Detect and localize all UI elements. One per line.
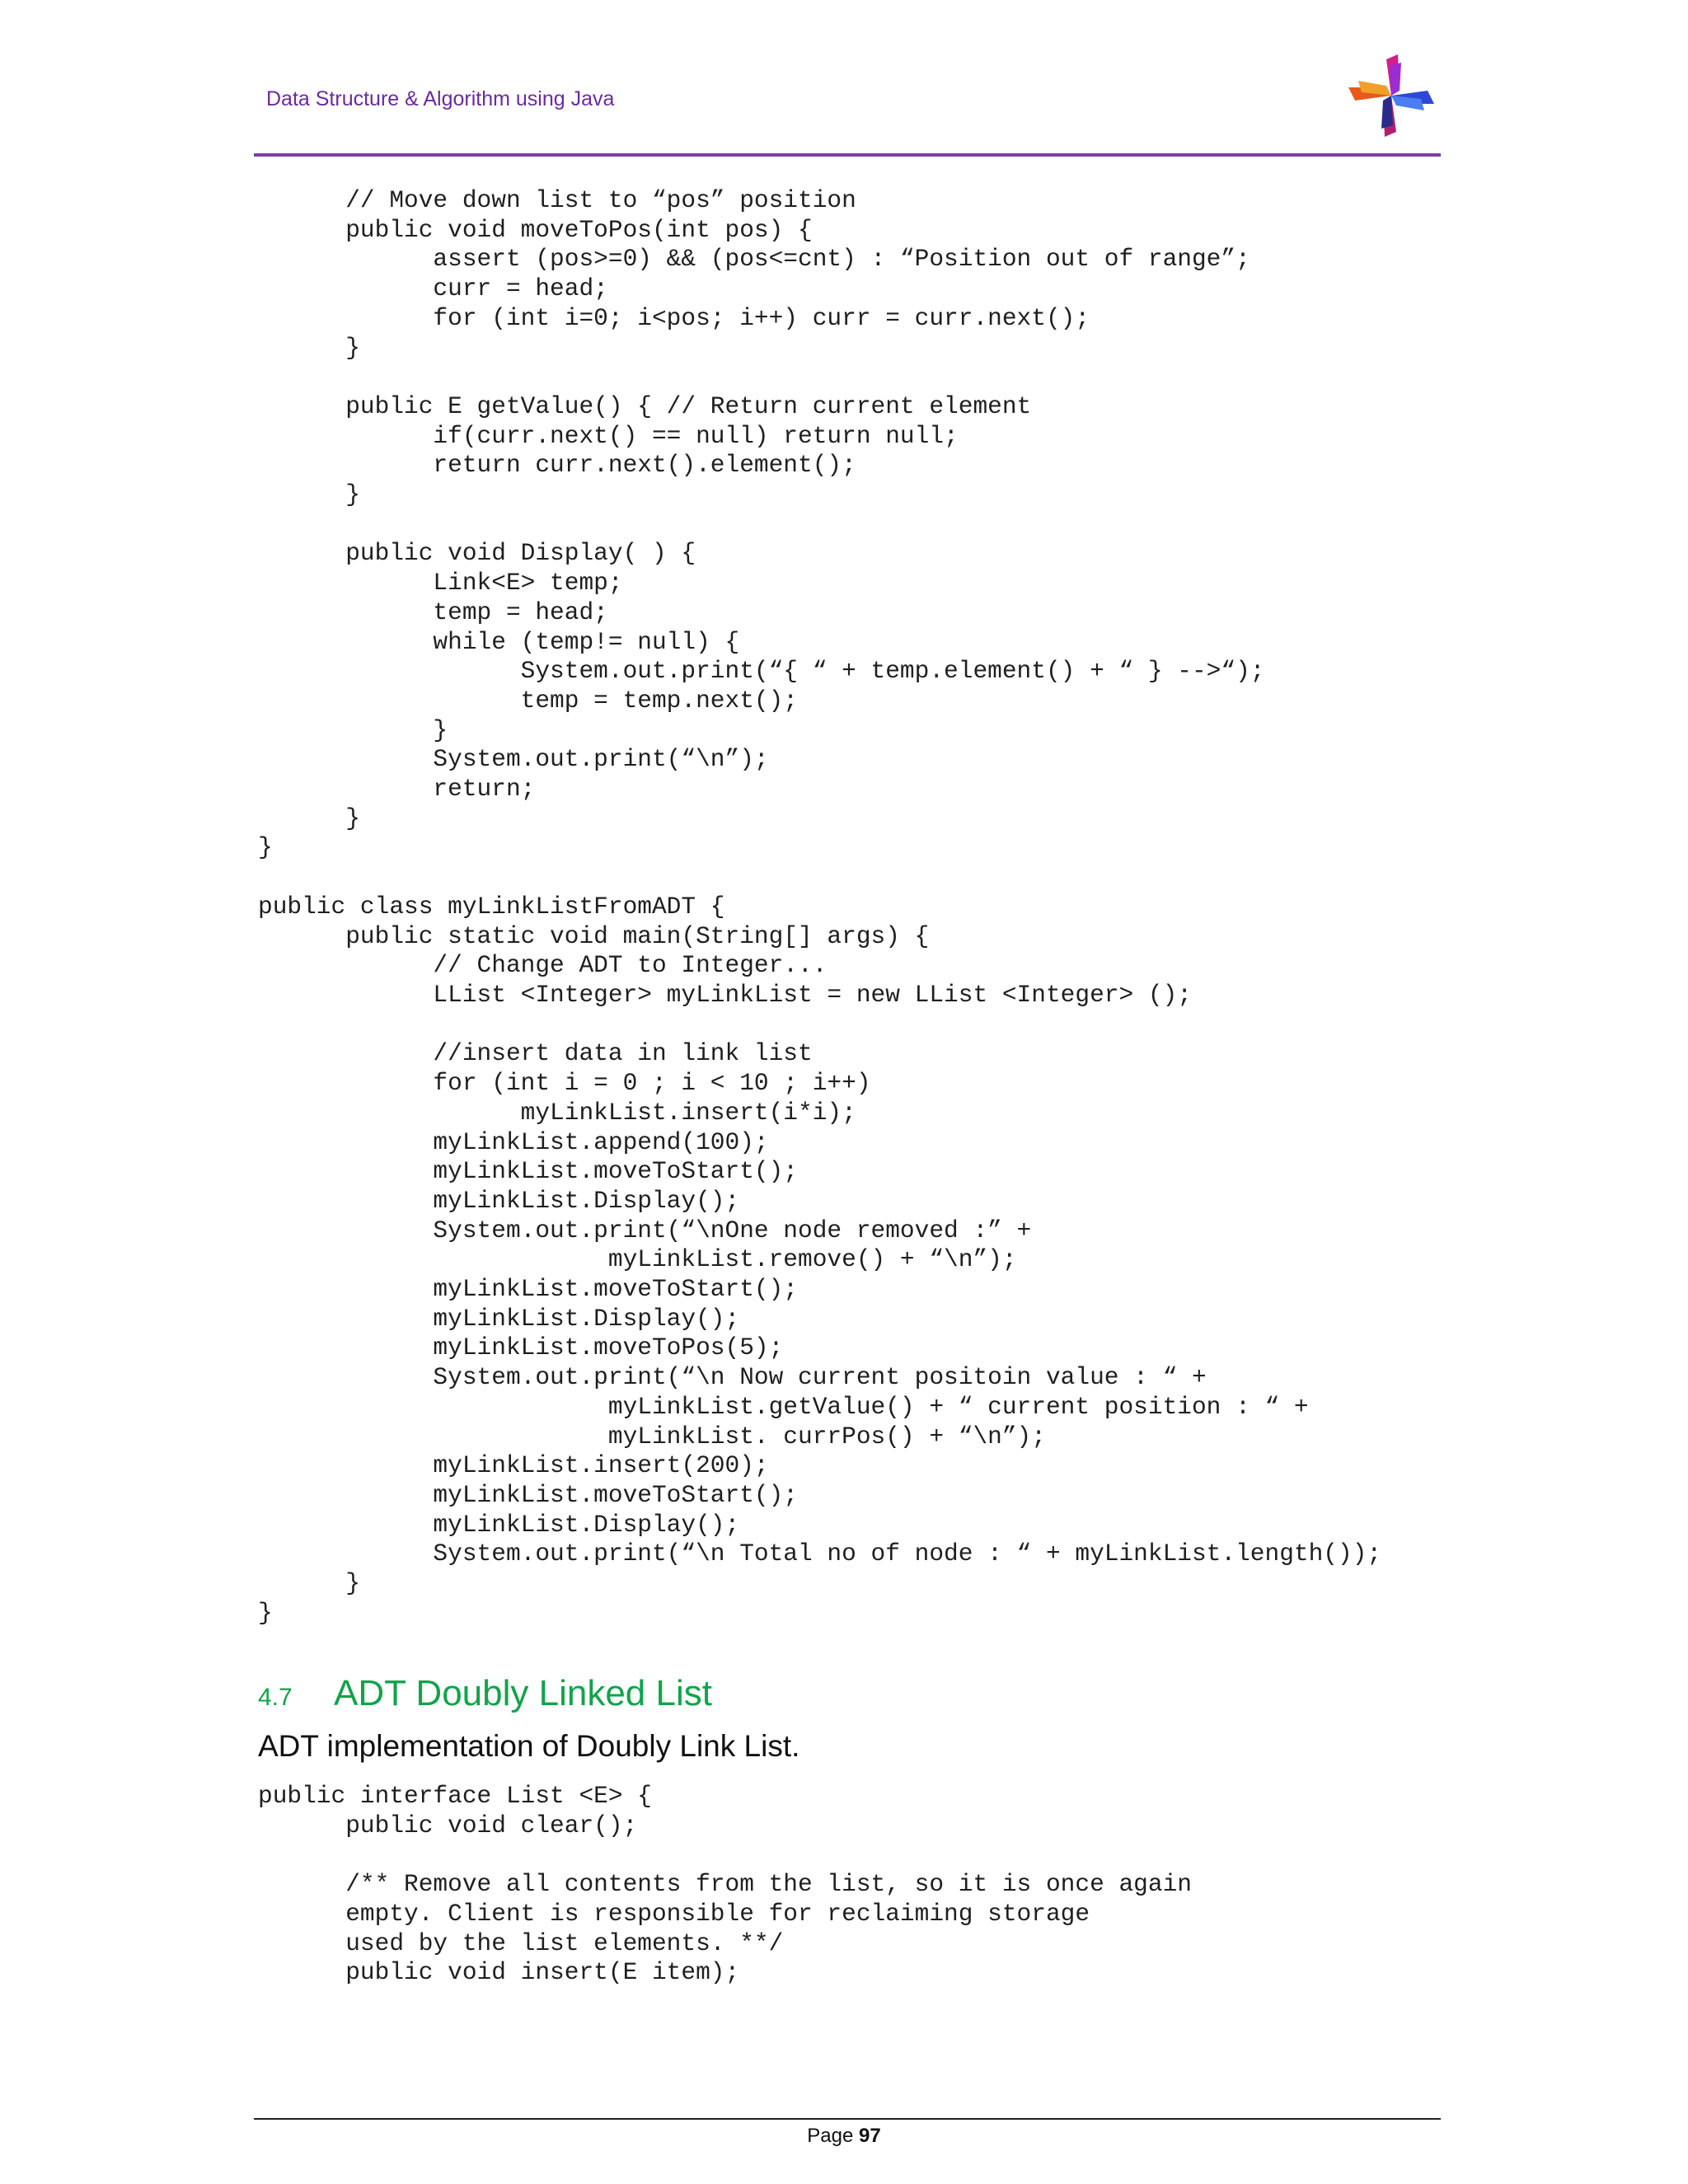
section-heading — [258, 1673, 712, 1714]
page-footer — [0, 2125, 1688, 2148]
publisher-logo-icon — [1342, 53, 1441, 138]
body-paragraph: ADT implementation of Doubly Link List. — [258, 1729, 800, 1763]
header-title: Data Structure & Algorithm using Java — [266, 87, 615, 110]
code-listing-list-interface: public interface List <E> { public void clear(); /** Remove all contents from the list, so it is once again empty. Client is responsible for reclaiming storage used by the list elements. **/ public void insert(E item); — [258, 1782, 1192, 1987]
page-label: Page — [807, 2125, 854, 2147]
page-number: 97 — [859, 2125, 881, 2147]
footer-divider — [254, 2118, 1441, 2120]
section-title: ADT Doubly Linked List — [334, 1673, 712, 1713]
header-divider — [254, 153, 1441, 157]
section-number: 4.7 — [258, 1684, 293, 1711]
code-listing-linked-list: // Move down list to “pos” position public void moveToPos(int pos) { assert (pos>=0) && (pos<=cnt) : “Position out of range”; curr = head; for (int i=0; i<pos; i++) curr = curr.next(); } public E getValue() { // Return current element if(curr.next() == null) return null; return curr.next().element(); } public void Display( ) { Link<E> temp; temp = head; while (temp!= null) { System.out.print(“{ “ + temp.element() + “ } -->“); temp = temp.next(); } System.out.print(“\n”); return; } } public class myLinkListFromADT { public static void main(String[] args) { // Change ADT to Integer... LList <Integer> myLinkList = new LList <Integer> (); //insert data in link list for (int i = 0 ; i < 10 ; i++) myLinkList.insert(i*i); myLinkList.append(100); myLinkList.moveToStart(); myLinkList.Display(); System.out.print(“\nOne node removed :” + myLinkList.remove() + “\n”); myLinkList.moveToStart(); myLinkList.Display(); myLinkList.moveToPos(5); System.out.print(“\n Now current positoin value : “ + myLinkList.getValue() + “ current position : “ + myLinkList. currPos() + “\n”); myLinkList.insert(200); myLinkList.moveToStart(); myLinkList.Display(); System.out.print(“\n Total no of node : “ + myLinkList.length()); } } — [258, 186, 1382, 1627]
